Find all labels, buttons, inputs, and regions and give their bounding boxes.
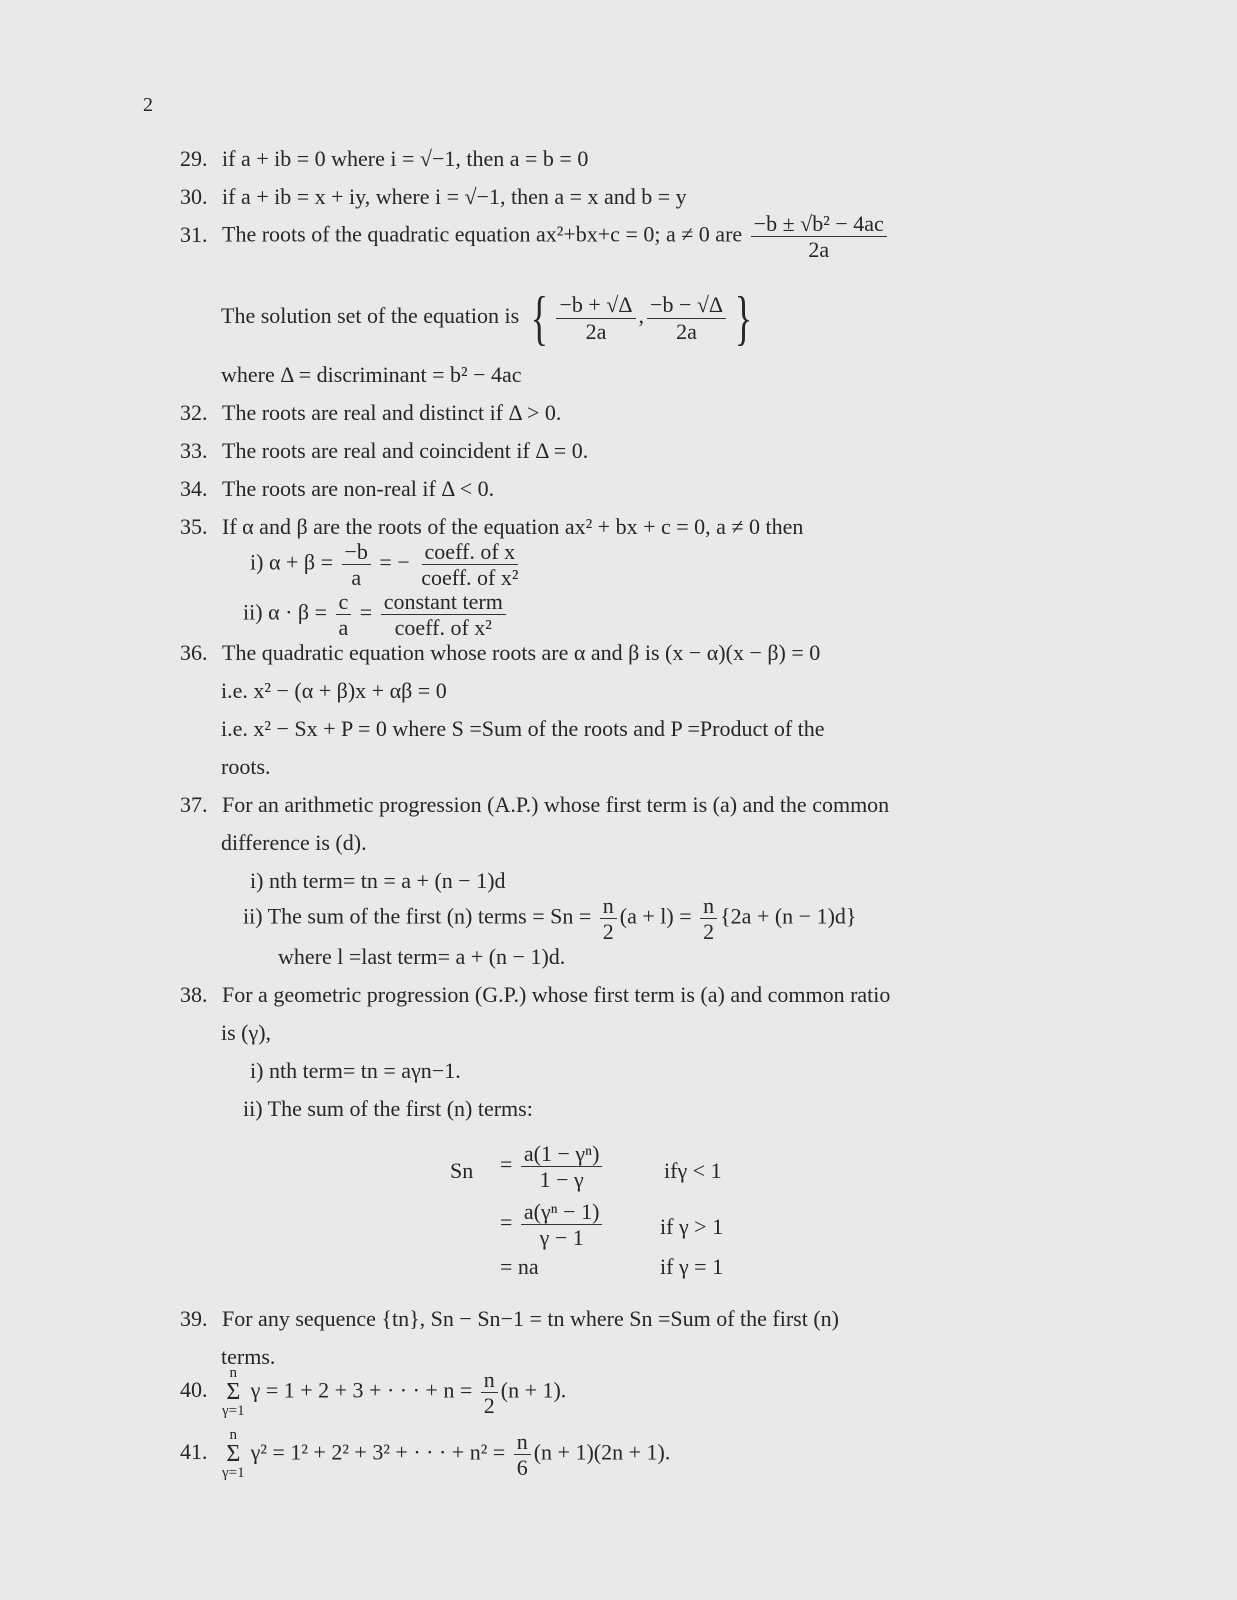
gp-sum-heading: ii) The sum of the first (n) terms: [243,1096,533,1121]
gp-case-3-condition: if γ = 1 [660,1254,724,1279]
left-brace-icon: { [530,285,548,351]
gp-case-1: = $\frac{\text{a(1 − γⁿ)}}{1 - \gamma}$ [500,1142,605,1191]
item-number: 34. [180,476,208,501]
ap-last-term: where l =last term= a + (n − 1)d. [278,944,566,969]
item-number: 35. [180,514,208,539]
item-number: 40. [180,1377,208,1403]
formula-36 [180,640,820,665]
product-of-roots: ii) α · β = $\frac{c}{a}$ = $\frac{\text{constant term}}{\text{coeff. of x²}}$ [243,590,509,639]
right-brace-icon: } [734,285,753,351]
formula-29 [180,146,588,171]
roots-fraction: $\frac{\text{−b ± √b² − 4ac}}{2a}$ [751,212,887,261]
gp-case-2-condition: if γ > 1 [660,1214,724,1239]
item-text: The roots of the quadratic equation ax²+bx+c = 0; a ≠ 0 are [222,221,743,247]
gp-case-3: = na [500,1254,539,1279]
ap-nth-term: i) nth term= tn = a + (n − 1)d [250,868,506,893]
formula-41: 41. n Σ γ=1 γ² = 1² + 2² + 3² + · · · + n² = $\frac{n}{6}$ (n + 1)(2n + 1). [180,1427,671,1481]
formula-37 [180,792,889,817]
item-text: The quadratic equation whose roots are α and β is (x − α)(x − β) = 0 [222,640,821,665]
gp-case-1-condition: ifγ < 1 [664,1158,722,1183]
solution-label: The solution set of the equation is [221,303,520,329]
item-text: For any sequence {tn}, Sn − Sn−1 = tn where Sn =Sum of the first (n) [222,1306,840,1331]
item-number: 33. [180,438,208,463]
summation-icon: n Σ γ=1 [222,1365,245,1419]
item-number: 41. [180,1439,208,1465]
page-number: 2 [143,94,153,116]
ap-sum: ii) The sum of the first (n) terms = Sn = $\frac{n}{2}$ (a + l) = $\frac{n}{2}$ {2a + (n − 1)d} [243,893,857,945]
item-text: The roots are real and distinct if Δ > 0. [222,400,562,425]
item-text: if a + ib = x + iy, where i = √−1, then a = x and b = y [222,184,687,209]
item-number: 29. [180,146,208,171]
item-number: 39. [180,1306,208,1331]
solution-set: The solution set of the equation is { $\frac{-b + √\Delta}{2a}$ , $\frac{-b - √\Delta}{2a}$ } [221,285,753,351]
item-text: if a + ib = 0 where i = √−1, then a = b = 0 [222,146,589,171]
formula-40: 40. n Σ γ=1 γ = 1 + 2 + 3 + · · · + n = $\frac{n}{2}$ (n + 1). [180,1365,567,1419]
gp-sum-lhs: Sn [450,1158,474,1183]
sum-of-roots: i) α + β = $\frac{-b}{a}$ = − $\frac{\text{coeff. of x}}{\text{coeff. of x²}}$ [250,539,519,591]
quadratic-sum-product: i.e. x² − Sx + P = 0 where S =Sum of the roots and P =Product of the [221,716,825,741]
formula-33 [180,438,588,463]
formula-39 [180,1306,839,1331]
formula-31 [180,212,890,261]
item-number: 32. [180,400,208,425]
item-text: The roots are non-real if Δ < 0. [222,476,495,501]
gp-case-2: = $\frac{\text{a(γⁿ − 1)}}{\gamma - 1}$ [500,1200,605,1249]
solution-fraction-2: $\frac{-b - √\Delta}{2a}$ [647,293,726,342]
item-number: 36. [180,640,208,665]
item-number: 38. [180,982,208,1007]
item-text: The roots are real and coincident if Δ = 0. [222,438,589,463]
quadratic-expanded: i.e. x² − (α + β)x + αβ = 0 [221,678,447,703]
item-number: 37. [180,792,208,817]
discriminant-definition: where Δ = discriminant = b² − 4ac [221,362,522,387]
continuation-text: roots. [221,754,271,779]
formula-38 [180,982,890,1007]
continuation-text: difference is (d). [221,830,367,855]
formula-32 [180,400,561,425]
continuation-text: is (γ), [221,1020,272,1045]
item-text: For a geometric progression (G.P.) whose first term is (a) and common ratio [222,982,891,1007]
item-text: For an arithmetic progression (A.P.) whose first term is (a) and the common [222,792,890,817]
continuation-text: terms. [221,1344,276,1369]
formula-30 [180,184,687,209]
item-text: If α and β are the roots of the equation ax² + bx + c = 0, a ≠ 0 then [222,514,804,539]
gp-nth-term: i) nth term= tn = aγn−1. [250,1058,461,1083]
formula-34 [180,476,494,501]
item-number: 31. [180,221,208,247]
item-number: 30. [180,184,208,209]
formula-35 [180,514,803,539]
summation-icon: n Σ γ=1 [222,1427,245,1481]
solution-fraction-1: $\frac{-b + √\Delta}{2a}$ [556,293,635,342]
